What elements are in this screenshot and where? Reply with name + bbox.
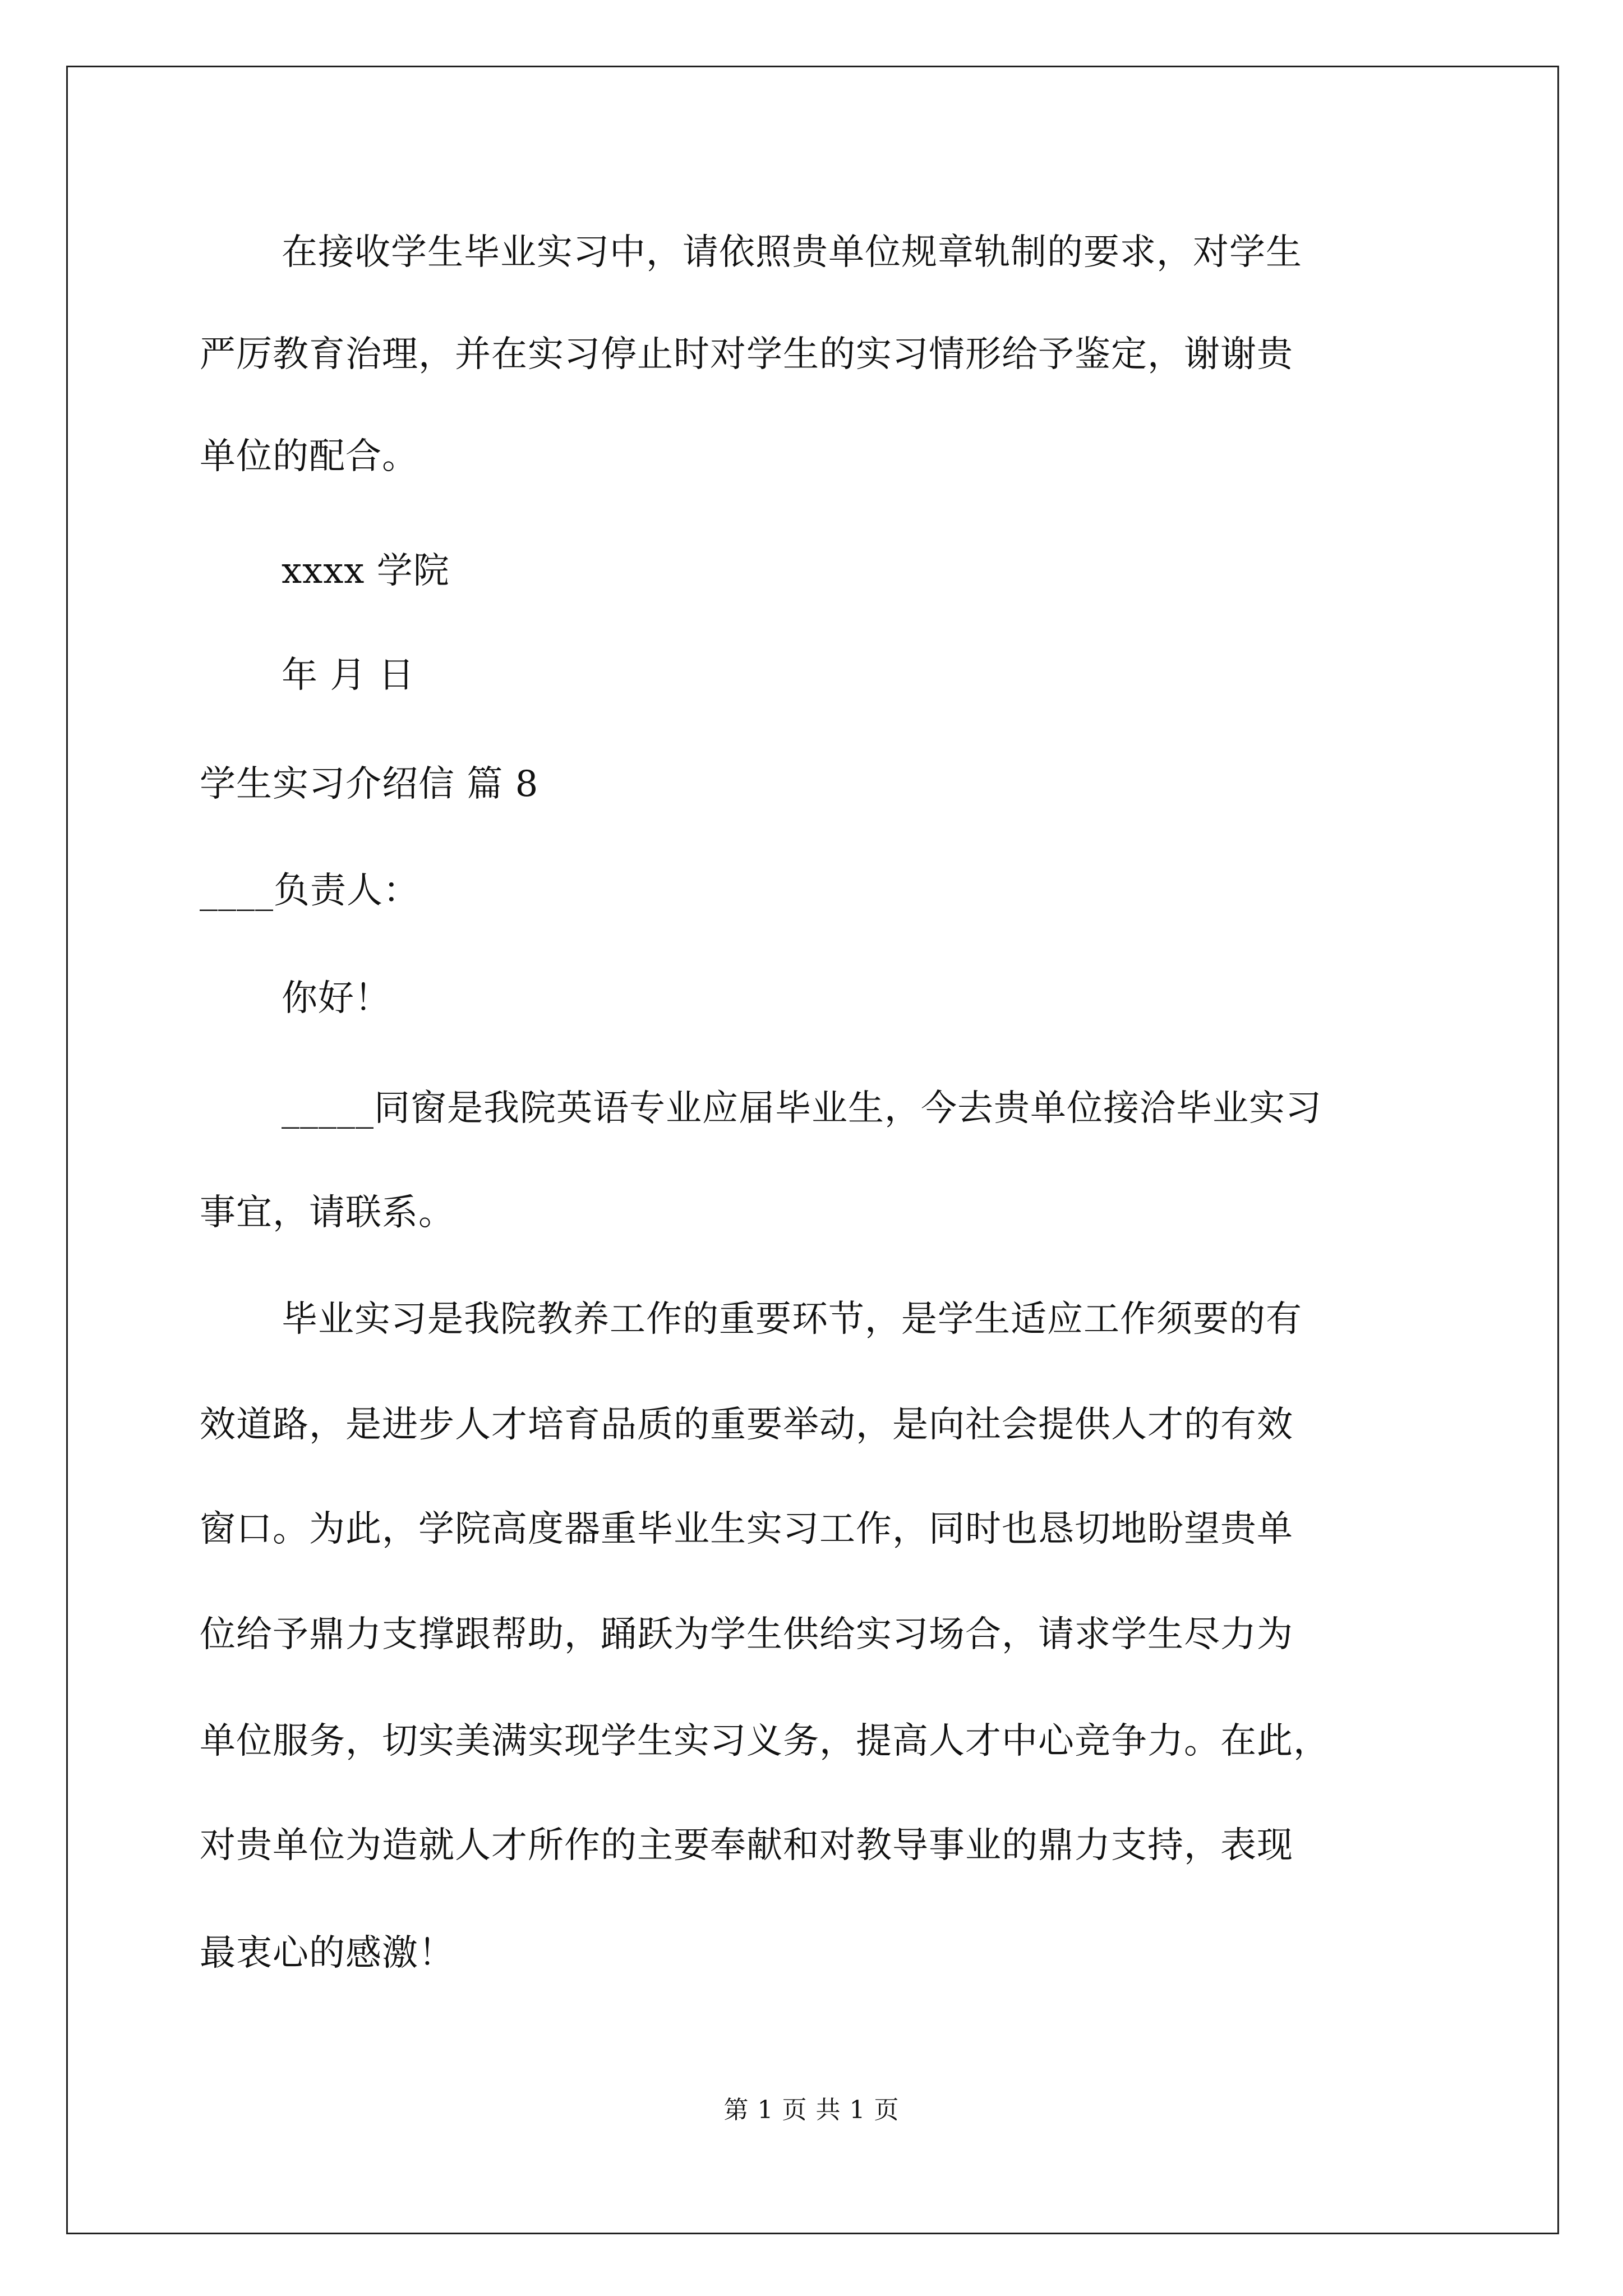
paragraph-line: 单位的配合。 bbox=[200, 436, 418, 477]
salutation: ____负责人： bbox=[200, 870, 419, 912]
paragraph-line: _____同窗是我院英语专业应届毕业生，今去贵单位接洽毕业实习 bbox=[282, 1088, 1322, 1129]
paragraph-line: 最衷心的感激！ bbox=[200, 1932, 455, 1974]
paragraph-line: 毕业实习是我院教养工作的重要环节，是学生适应工作须要的有 bbox=[282, 1299, 1302, 1340]
paragraph-line: 事宜，请联系。 bbox=[200, 1192, 455, 1234]
paragraph-line: 位给予鼎力支撑跟帮助，踊跃为学生供给实习场合，请求学生尽力为 bbox=[200, 1614, 1293, 1655]
greeting: 你好！ bbox=[282, 978, 391, 1019]
paragraph-line: 在接收学生毕业实习中，请依照贵单位规章轨制的要求，对学生 bbox=[282, 232, 1302, 273]
paragraph-line: 单位服务，切实美满实现学生实习义务，提高人才中心竞争力。在此， bbox=[200, 1720, 1330, 1762]
signature-college: xxxx 学院 bbox=[282, 550, 450, 592]
page-footer: 第 1 页 共 1 页 bbox=[723, 2096, 900, 2124]
paragraph-line: 严厉教育治理，并在实习停止时对学生的实习情形给予鉴定，谢谢贵 bbox=[200, 334, 1293, 375]
paragraph-line: 对贵单位为造就人才所作的主要奉献和对教导事业的鼎力支持，表现 bbox=[200, 1825, 1293, 1866]
paragraph-line: 窗口。为此，学院高度器重毕业生实习工作，同时也恳切地盼望贵单 bbox=[200, 1508, 1293, 1550]
paragraph-line: 效道路，是进步人才培育品质的重要举动，是向社会提供人才的有效 bbox=[200, 1404, 1293, 1446]
section-heading: 学生实习介绍信 篇 8 bbox=[200, 763, 539, 805]
page-border bbox=[66, 66, 1559, 2234]
signature-date: 年 月 日 bbox=[282, 655, 415, 696]
